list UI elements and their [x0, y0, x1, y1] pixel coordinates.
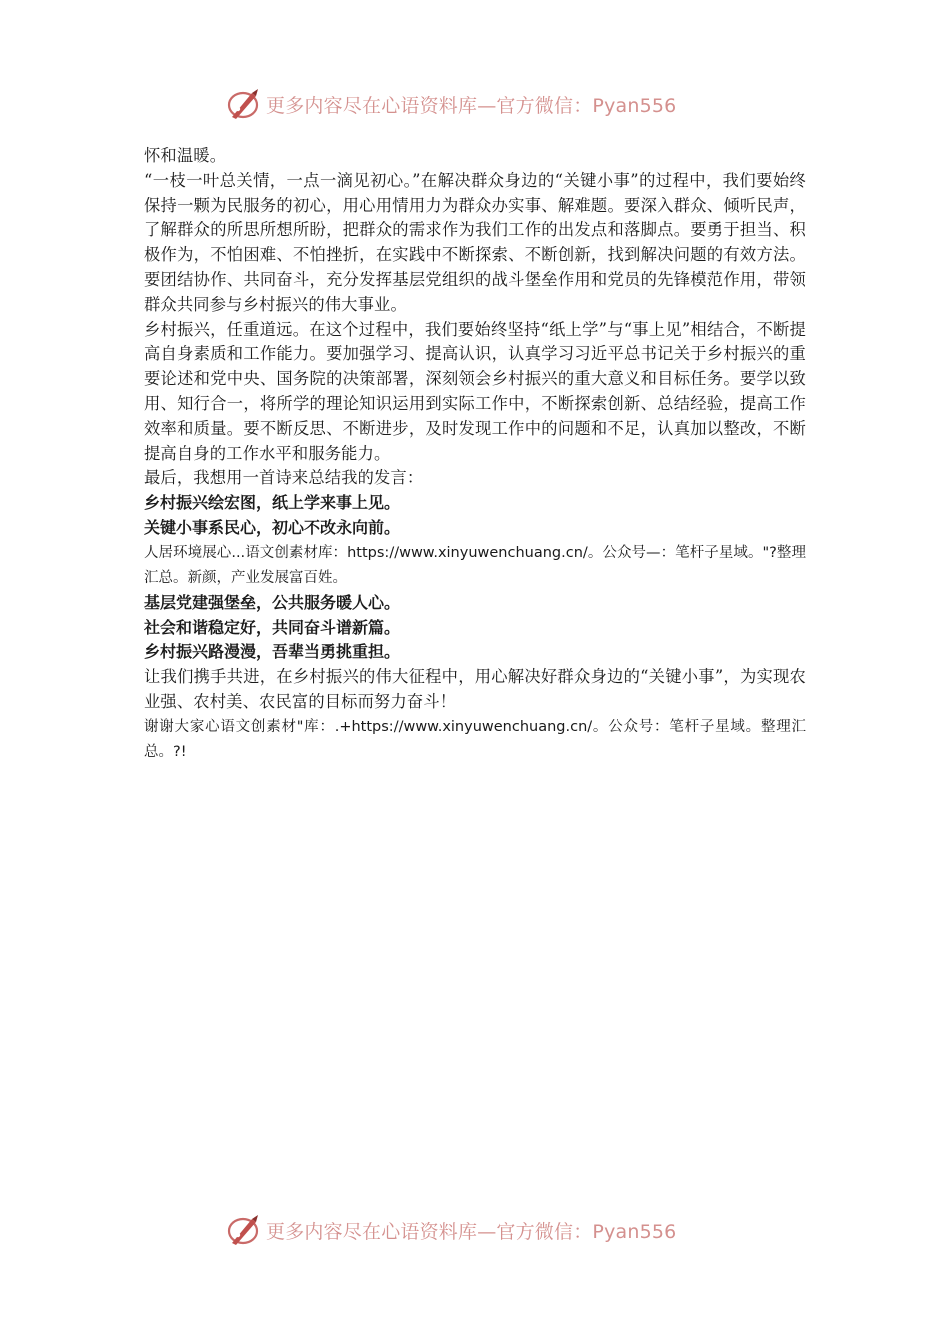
pen-logo-icon	[226, 1213, 262, 1247]
poem-line-4: 社会和谐稳定好，共同奋斗谱新篇。	[144, 617, 401, 637]
poem-line-3: 基层党建强堡垒，公共服务暖人心。	[144, 592, 401, 612]
poem-line-1: 乡村振兴绘宏图，纸上学来事上见。	[144, 493, 401, 513]
poem-line-2: 关键小事系民心，初心不改永向前。	[144, 517, 401, 537]
header-banner	[226, 87, 726, 121]
header-text: 更多内容尽在心语资料库—官方微信：Pyan556	[266, 94, 677, 117]
paragraph-2: “一枝一叶总关情，一点一滴见初心。”在解决群众身边的“关键小事”的过程中，我们要始终保持一颗为民服务的初心，用心用情用力为群众办实事、解难题。要深入群众、倾听民声，了解群众的所思所想所盼，把群众的需求作为我们工作的出发点和落脚点。要勇于担当、积极作为，不怕困难、不怕挫折，在实践中不断探索、不断创新，找到解决问题的有效方法。要团结协作、共同奋斗，充分发挥基层党组织的战斗堡垒作用和党员的先锋模范作用，带领群众共同参与乡村振兴的伟大事业。	[144, 170, 806, 314]
paragraph-3: 乡村振兴，任重道远。在这个过程中，我们要始终坚持“纸上学”与“事上见”相结合，不断提高自身素质和工作能力。要加强学习、提高认识，认真学习习近平总书记关于乡村振兴的重要论述和党中央、国务院的决策部署，深刻领会乡村振兴的重大意义和目标任务。要学以致用、知行合一，将所学的理论知识运用到实际工作中，不断探索创新、总结经验，提高工作效率和质量。要不断反思、不断进步，及时发现工作中的问题和不足，认真加以整改，不断提高自身的工作水平和服务能力。	[144, 319, 806, 463]
footer-text: 更多内容尽在心语资料库—官方微信：Pyan556	[266, 1220, 677, 1243]
header-wechat-id: Pyan556	[592, 94, 677, 117]
paragraph-5: 让我们携手共进，在乡村振兴的伟大征程中，用心解决好群众身边的“关键小事”，为实现农业强、农村美、农民富的目标而努力奋斗！	[144, 667, 806, 711]
source-note-1: 人居环境展心...语文创素材库：https://www.xinyuwenchuang.cn/。公众号—：笔杆子星域。"?整理汇总。新颜，产业发展富百姓。	[144, 544, 806, 586]
source-note-2: 谢谢大家心语文创素材"库：.+https://www.xinyuwenchuang.cn/。公众号：笔杆子星域。整理汇总。?!	[144, 718, 806, 760]
paragraph-4: 最后，我想用一首诗来总结我的发言：	[144, 468, 424, 488]
footer-banner	[226, 1213, 726, 1247]
footer-wechat-id: Pyan556	[592, 1220, 677, 1243]
pen-logo-icon	[226, 87, 262, 121]
paragraph-1: 怀和温暖。	[144, 146, 227, 165]
document-body	[144, 144, 806, 765]
poem-line-5: 乡村振兴路漫漫，吾辈当勇挑重担。	[144, 642, 401, 662]
